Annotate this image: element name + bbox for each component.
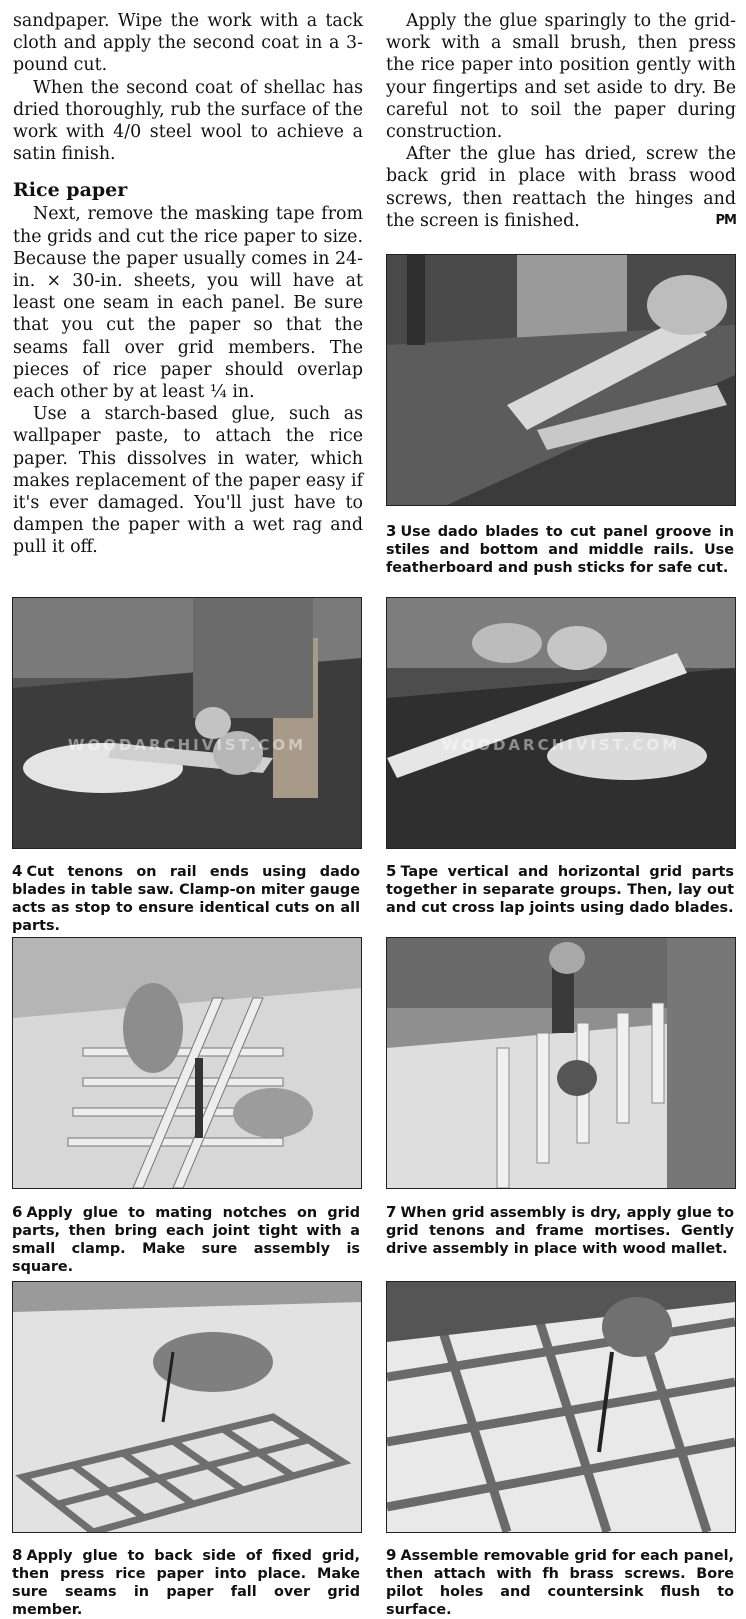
caption-text: Apply glue to mating notches on grid parts, then bring each joint tight with a small clamp. Make sure assembly is square. <box>12 1205 360 1275</box>
watermark: WOODARCHIVIST.COM <box>441 735 681 754</box>
caption-9 <box>386 1546 734 1619</box>
caption-number: 7 <box>386 1203 397 1221</box>
caption-number: 5 <box>386 862 397 880</box>
caption-5 <box>386 862 734 917</box>
caption-text: When grid assembly is dry, apply glue to grid tenons and frame mortises. Gently drive assembly in place with wood mallet. <box>386 1205 734 1257</box>
photo-8-rice-paper-glue <box>12 1281 362 1533</box>
paragraph: Next, remove the masking tape from the grids and cut the rice paper to size. Because the paper usually comes in 24-in. × 30-in. sheets, you will have at least one seam in each panel. Be sure that you cut the paper so that the seams fall over grid members. The pieces of rice paper should overlap each other by at least ¼ in. <box>13 204 363 403</box>
caption-text: Cut tenons on rail ends using dado blades in table saw. Clamp-on miter gauge acts as stop to ensure identical cuts on all parts. <box>12 864 360 934</box>
caption-number: 4 <box>12 862 23 880</box>
caption-text: Use dado blades to cut panel groove in stiles and bottom and middle rails. Use featherboard and push sticks for safe cut. <box>386 524 734 576</box>
caption-number: 6 <box>12 1203 23 1221</box>
photo-8-image <box>13 1282 361 1532</box>
photo-9-removable-grid <box>386 1281 736 1533</box>
caption-number: 8 <box>12 1546 23 1564</box>
caption-text: Tape vertical and horizontal grid parts together in separate groups. Then, lay out and cut cross lap joints using dado blades. <box>386 864 734 916</box>
caption-4 <box>12 862 360 935</box>
caption-7 <box>386 1203 734 1258</box>
photo-6-glue-notches <box>12 937 362 1189</box>
caption-number: 3 <box>386 522 397 540</box>
photo-4-image <box>13 598 361 848</box>
photo-9-image <box>387 1282 735 1532</box>
paragraph <box>386 143 736 232</box>
caption-8 <box>12 1546 360 1619</box>
paragraph: When the second coat of shellac has dried thoroughly, rub the surface of the work with 4/0 steel wool to achieve a satin finish. <box>13 77 363 165</box>
photo-4-cut-tenons <box>12 597 362 849</box>
photo-5-tape-grid-parts <box>386 597 736 849</box>
paragraph: Apply the glue sparingly to the grid-work with a small brush, then press the rice paper into position gently with your fingertips and set aside to dry. Be careful not to soil the paper during construction. <box>386 11 736 143</box>
photo-7-mallet-assembly <box>386 937 736 1189</box>
left-text-column <box>13 10 363 559</box>
photo-3-image <box>387 255 735 505</box>
caption-6 <box>12 1203 360 1276</box>
right-text-column <box>386 10 736 232</box>
caption-text: Apply glue to back side of fixed grid, then press rice paper into place. Make sure seams in paper fall over grid member. <box>12 1548 360 1618</box>
pm-signoff: PM <box>715 212 736 228</box>
caption-text: Assemble removable grid for each panel, then attach with fh brass screws. Bore pilot holes and countersink flush to surface. <box>386 1548 734 1618</box>
photo-3-dado-groove <box>386 254 736 506</box>
section-heading: Rice paper <box>13 179 128 202</box>
photo-6-image <box>13 938 361 1188</box>
caption-number: 9 <box>386 1546 397 1564</box>
watermark: WOODARCHIVIST.COM <box>67 735 307 754</box>
paragraph-text: After the glue has dried, screw the back grid in place with brass wood screws, then reattach the hinges and the screen is finished. <box>386 144 736 231</box>
photo-7-image <box>387 938 735 1188</box>
paragraph: sandpaper. Wipe the work with a tack cloth and apply the second coat in a 3-pound cut. <box>13 11 363 76</box>
photo-5-image <box>387 598 735 848</box>
paragraph: Use a starch-based glue, such as wallpaper paste, to attach the rice paper. This dissolves in water, which makes replacement of the paper easy if it's ever damaged. You'll just have to dampen the paper with a wet rag and pull it off. <box>13 404 363 558</box>
caption-3 <box>386 522 734 577</box>
